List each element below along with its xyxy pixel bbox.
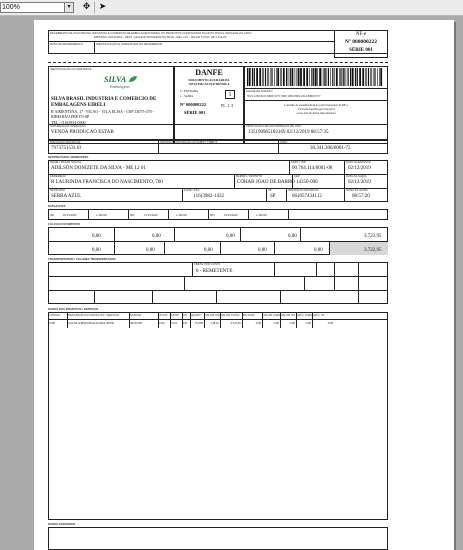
danfe-number: Nº 000000222 bbox=[180, 102, 207, 107]
barcode-bar bbox=[380, 68, 382, 86]
produtos-cell: 0,00 bbox=[289, 321, 295, 325]
dup-num-1: 001 bbox=[50, 213, 55, 217]
bc-icms: 0,00 bbox=[92, 234, 101, 239]
produtos-header: UN bbox=[183, 313, 188, 317]
barcode-bar bbox=[317, 68, 318, 86]
ie-value: 797375153110 bbox=[51, 146, 81, 151]
barcode-bar bbox=[336, 68, 338, 86]
danfe-page: RECEBEMOS DE SILVA BRASIL INDUSTRIA E COMERCIO DE EMBALAGENS EIRELI OS PRODUTOS CONSTANTES DA NOTA FISCAL INDICADA AO LADO EMISSÃO: 02/12/2019 - DEST.: ADILSON DONIZETE DA SILVA - ME LJ 01 - VALOR TOTAL: R$ 3.722,95 DATA DE RECEBIMENTO IDENTIFICAÇÃO E ASSINATURA DO RECEBEDOR NF-e Nº 000000222 SÉRIE 001 IDENTIFICAÇÃO DO EMITENTE SILVA Embalagens SILVA BRASIL INDUSTRIA E COMERCIO DE EMBALAGENS EIRELI R AIMENTINA, 17 -VICAO - VILA ELISA - CEP 14075-470 - RIBEIRÃO PRETO-SP TEL.: (16)3934-0300 DANFE DOCUMENTO AUXILIAR DA NOTA FISCAL ELETRÔNICA 0 - ENTRADA 1 - SAÍDA 1 Nº 000000222 FL. 1 /1 SÉRIE 001 CHAVE DE ACESSO 3519 1230 9415 0600 0175 5000 1000 0002 2214 8060 0717 Consulta de autenticidade no portal nacional da NF-e www.nfe.fazenda.gov.br/portal ou no site da Sefaz Autorizadora NATUREZA DA OPERAÇÃO VENDA PRODUCAO ESTAB PROTOCOLO DE AUTORIZAÇÃO DE USO 135190965182169 02/12/2019 08:57:35 INSCRIÇÃO ESTADUAL 797375153110 INSCRIÇÃO ESTADUAL DO SUBST. TRIBUT. CNPJ 30.341.306/0001-72 DESTINATÁRIO / REMETENTE NOME / RAZÃO SOCIAL ADILSON DONIZETE DA SILVA - ME LJ 01 CNPJ / CPF 00.764.114/0001-08 DATA DA EMISSÃO 02/12/2019 ENDEREÇO R LAURINDA FRANCISCA DO NASCIMENTO, 700 BAIRRO / DISTRITO COHAB JOAO DE BARRO CEP 14350-000 DATA DA SAÍDA 02/12/2019 MUNICÍPIO SERRA AZUL FONE / FAX (16)3982-1432 UF SP INSCRIÇÃO ESTADUAL 661057434112 HORA DA SAÍDA 08:57:20 DUPLICATAS 001 05/01/2020 1.240,98 002 15/01/2020 1.240,98 003 25/01/2020 1.240,99 CÁLCULO DO IMPOSTO 0,00 0,00 0,00 0,00 3.722,95 0,00 0,00 0,00 0,00 0,00 3.722,95 TRANSPORTADOR / VOLUMES TRANSPORTADOS FRETE POR CONTA 0 - REMETENTE DADOS DOS PRODUTOS / SERVIÇOS CÓDIGO DESCRIÇÃO DO PRODUTO / SERVIÇO NCM/SH O/CST CFOP UN QUANT VALOR UNIT VALOR TOTAL BC ICMS VALOR ICMS VALOR IPI ALÍQ. ICMS ALÍQ. IPI 1206 SACOLA PERSONALIZADA 40X50 39232190 0101 5101 UN 25,000 148,92 3.722,95 0,00 0,00 0,00 0,00 0,00 DADOS ADICIONAIS bbox=[34, 20, 454, 550]
barcode-bar bbox=[256, 68, 258, 86]
total-produtos: 3.722,95 bbox=[364, 234, 382, 239]
produtos-header: CÓDIGO bbox=[49, 313, 61, 317]
danfe-entrada: 0 - ENTRADA bbox=[180, 89, 199, 93]
barcode-bar bbox=[249, 68, 251, 86]
produtos-cell: 39232190 bbox=[130, 321, 142, 325]
dup-venc-1: 05/01/2020 bbox=[63, 213, 77, 217]
barcode-bar bbox=[309, 68, 310, 86]
barcode-bar bbox=[311, 68, 312, 86]
chevron-down-icon[interactable]: ▾ bbox=[64, 3, 73, 12]
produtos-header: CFOP bbox=[171, 313, 179, 317]
canhoto-issuer-line: EMISSÃO: 02/12/2019 - DEST.: ADILSON DONIZETE DA SILVA - ME LJ 01 - VALOR TOTAL: R$ 3.722,95 bbox=[94, 35, 227, 39]
protocolo-value: 135190965182169 02/12/2019 08:57:35 bbox=[248, 130, 329, 135]
company-logo: SILVA Embalagens bbox=[104, 76, 138, 94]
toolbar-divider bbox=[94, 2, 95, 13]
leaf-icon bbox=[128, 75, 138, 83]
produtos-header: O/CST bbox=[159, 313, 168, 317]
canhoto-cut-line bbox=[48, 62, 388, 63]
valor-icms-st: 0,00 bbox=[288, 234, 297, 239]
produtos-cell: 0101 bbox=[159, 321, 165, 325]
barcode-bar bbox=[375, 68, 376, 86]
barcode-bar bbox=[365, 68, 366, 86]
imposto-section: CÁLCULO DO IMPOSTO bbox=[48, 222, 81, 226]
valor-seguro: 0,00 bbox=[146, 248, 155, 253]
produtos-header: VALOR TOTAL bbox=[221, 313, 240, 317]
produtos-header: QUANT bbox=[191, 313, 201, 317]
barcode-bar bbox=[265, 68, 266, 86]
produtos-cell: 0,00 bbox=[273, 321, 279, 325]
barcode-bar bbox=[325, 68, 326, 86]
barcode-bar bbox=[315, 68, 317, 86]
barcode-bar bbox=[274, 68, 275, 86]
barcode-bar bbox=[262, 68, 263, 86]
transportador-section: TRANSPORTADOR / VOLUMES TRANSPORTADOS bbox=[48, 257, 116, 261]
barcode-bar bbox=[344, 68, 345, 86]
adicionais-box bbox=[48, 527, 388, 550]
dest-saida: 02/12/2019 bbox=[348, 180, 371, 185]
dup-num-3: 003 bbox=[210, 213, 215, 217]
barcode-bar bbox=[306, 68, 308, 86]
dest-bairro: COHAB JOAO DE BARRO bbox=[237, 180, 295, 185]
emitente-city: RIBEIRÃO PRETO-SP bbox=[51, 114, 90, 119]
outras-despesas: 0,00 bbox=[258, 248, 267, 253]
produtos-box bbox=[48, 312, 388, 520]
produtos-cell: 0,00 bbox=[255, 321, 261, 325]
danfe-serie: SÉRIE 001 bbox=[184, 110, 206, 115]
canhoto-sign-label: IDENTIFICAÇÃO E ASSINATURA DO RECEBEDOR bbox=[96, 42, 162, 46]
dest-uf: SP bbox=[270, 194, 276, 199]
produtos-header: ALÍQ. IPI bbox=[313, 313, 325, 317]
barcode-bar bbox=[348, 68, 349, 86]
emitente-name: SILVA BRASIL INDUSTRIA E COMERCIO DE EMBALAGENS EIRELI bbox=[51, 97, 157, 108]
valor-icms: 0,00 bbox=[152, 234, 161, 239]
duplicatas-section: DUPLICATAS bbox=[48, 204, 66, 208]
barcode-bar bbox=[341, 68, 342, 86]
barcode-bar bbox=[271, 68, 272, 86]
dest-endereco: R LAURINDA FRANCISCA DO NASCIMENTO, 700 bbox=[51, 180, 163, 185]
barcode-bar bbox=[303, 68, 305, 86]
dest-fone: (16)3982-1432 bbox=[194, 194, 224, 199]
bc-icms-st: 0,00 bbox=[226, 234, 235, 239]
barcode-bar bbox=[355, 68, 356, 86]
produtos-cell: UN bbox=[183, 321, 188, 325]
produtos-header: ALÍQ. ICMS bbox=[297, 313, 312, 317]
chave-consulta2: www.nfe.fazenda.gov.br/portal bbox=[297, 107, 335, 111]
dup-valor-2: 1.240,98 bbox=[176, 213, 187, 217]
destinatario-section: DESTINATÁRIO / REMETENTE bbox=[48, 155, 89, 159]
dup-venc-2: 15/01/2020 bbox=[144, 213, 158, 217]
emitente-address: R AIMENTINA, 17 -VICAO - VILA ELISA - CEP 14075-470 - bbox=[51, 109, 154, 114]
valor-desconto: 0,00 bbox=[204, 248, 213, 253]
canhoto-number: Nº 000000222 bbox=[345, 39, 377, 45]
produtos-header: NCM/SH bbox=[130, 313, 142, 317]
barcode-bar bbox=[252, 68, 253, 86]
emitente-phone: TEL.: (16)3934-0300 bbox=[51, 120, 86, 125]
dest-ie: 661057434112 bbox=[292, 194, 322, 199]
barcode-bar bbox=[370, 68, 371, 86]
canhoto-data-label: DATA DE RECEBIMENTO bbox=[50, 42, 83, 46]
dest-emissao: 02/12/2019 bbox=[348, 166, 371, 171]
barcode-bar bbox=[283, 68, 285, 86]
barcode-bar bbox=[272, 68, 273, 86]
produtos-cell: 25,000 bbox=[194, 321, 203, 325]
canhoto-text: RECEBEMOS DE SILVA BRASIL INDUSTRIA E COMERCIO DE EMBALAGENS EIRELI OS PRODUTOS CONSTANTES DA NOTA FISCAL INDICADA AO LADO bbox=[50, 31, 252, 35]
produtos-cell: 0,00 bbox=[327, 321, 333, 325]
barcode-bar bbox=[340, 68, 341, 86]
adicionais-section: DADOS ADICIONAIS bbox=[48, 522, 76, 526]
valor-ipi: 0,00 bbox=[314, 248, 323, 253]
barcode-bar bbox=[352, 68, 354, 86]
natureza-value: VENDA PRODUCAO ESTAB bbox=[51, 130, 114, 135]
danfe-title: DANFE bbox=[195, 68, 223, 77]
barcode-bar bbox=[267, 68, 268, 86]
produtos-header: VALOR ICMS bbox=[263, 313, 281, 317]
barcode-bar bbox=[377, 68, 378, 86]
dup-valor-1: 1.240,98 bbox=[96, 213, 107, 217]
zoom-select[interactable] bbox=[0, 2, 74, 13]
barcode-bar bbox=[297, 68, 298, 86]
danfe-subtitle2: NOTA FISCAL ELETRÔNICA bbox=[188, 82, 230, 86]
barcode-bar bbox=[276, 68, 277, 86]
barcode-bar bbox=[319, 68, 321, 86]
barcode-bar bbox=[350, 68, 351, 86]
frete-por-conta: 0 - REMETENTE bbox=[196, 269, 233, 274]
barcode-bar bbox=[322, 68, 323, 86]
produtos-header: VALOR UNIT bbox=[205, 313, 222, 317]
produtos-header: BC ICMS bbox=[243, 313, 255, 317]
move-icon[interactable]: ✥ bbox=[82, 2, 91, 12]
barcode-bar bbox=[330, 68, 331, 86]
barcode-bar bbox=[295, 68, 296, 86]
cnpj-value: 30.341.306/0001-72 bbox=[310, 146, 351, 151]
dest-cnpj: 00.764.114/0001-08 bbox=[292, 166, 333, 171]
dest-name: ADILSON DONIZETE DA SILVA - ME LJ 01 bbox=[51, 166, 146, 171]
barcode-bar bbox=[379, 68, 380, 86]
barcode-bar bbox=[373, 68, 374, 86]
barcode-bar bbox=[254, 68, 255, 86]
barcode bbox=[247, 68, 385, 86]
barcode-bar bbox=[247, 68, 248, 86]
barcode-bar bbox=[357, 68, 358, 86]
barcode-bar bbox=[313, 68, 314, 86]
barcode-bar bbox=[280, 68, 281, 86]
barcode-bar bbox=[259, 68, 261, 86]
total-nota: 3.722,95 bbox=[364, 248, 382, 253]
zoom-value: 100% bbox=[2, 4, 20, 11]
produtos-section: DADOS DOS PRODUTOS / SERVIÇOS bbox=[48, 307, 99, 311]
pointer-icon[interactable]: ➤ bbox=[98, 2, 107, 12]
barcode-bar bbox=[343, 68, 344, 86]
barcode-bar bbox=[332, 68, 333, 86]
viewer-toolbar bbox=[0, 0, 463, 16]
barcode-bar bbox=[359, 68, 361, 86]
barcode-bar bbox=[339, 68, 340, 86]
produtos-cell: 3.722,95 bbox=[230, 321, 241, 325]
canhoto-serie: SÉRIE 001 bbox=[349, 48, 373, 53]
danfe-tipo: 1 bbox=[225, 90, 235, 99]
barcode-bar bbox=[288, 68, 289, 86]
produtos-header: VALOR IPI bbox=[281, 313, 295, 317]
barcode-bar bbox=[290, 68, 291, 86]
produtos-cell: 148,92 bbox=[210, 321, 219, 325]
barcode-bar bbox=[324, 68, 325, 86]
barcode-bar bbox=[286, 68, 287, 86]
dest-municipio: SERRA AZUL bbox=[51, 194, 82, 199]
produtos-cell: 1206 bbox=[49, 321, 55, 325]
dup-venc-3: 25/01/2020 bbox=[224, 213, 238, 217]
dup-num-2: 002 bbox=[130, 213, 135, 217]
emitente-label: IDENTIFICAÇÃO DO EMITENTE bbox=[50, 67, 92, 71]
barcode-bar bbox=[334, 68, 335, 86]
danfe-folha: FL. 1 /1 bbox=[221, 103, 234, 108]
dest-cep: 14350-000 bbox=[296, 180, 318, 185]
barcode-bar bbox=[328, 68, 329, 86]
barcode-bar bbox=[300, 68, 302, 86]
produtos-cell: SACOLA PERSONALIZADA 40X50 bbox=[68, 321, 115, 325]
chave-consulta1: Consulta de autenticidade no portal nacional da NF-e bbox=[284, 103, 348, 107]
barcode-bar bbox=[277, 68, 279, 86]
produtos-cell: 5101 bbox=[171, 321, 177, 325]
valor-frete: 0,00 bbox=[92, 248, 101, 253]
canhoto-nfe: NF-e bbox=[355, 32, 367, 37]
dup-valor-3: 1.240,99 bbox=[256, 213, 267, 217]
chave-label: CHAVE DE ACESSO bbox=[246, 89, 273, 93]
barcode-bar bbox=[368, 68, 369, 86]
barcode-bar bbox=[292, 68, 294, 86]
danfe-subtitle1: DOCUMENTO AUXILIAR DA bbox=[188, 78, 230, 82]
produtos-cell: 0,00 bbox=[305, 321, 311, 325]
danfe-saida: 1 - SAÍDA bbox=[180, 94, 194, 98]
produtos-header: DESCRIÇÃO DO PRODUTO / SERVIÇO bbox=[68, 313, 120, 317]
barcode-bar bbox=[374, 68, 375, 86]
barcode-bar bbox=[362, 68, 364, 86]
dest-hora: 08:57:20 bbox=[352, 194, 370, 199]
barcode-bar bbox=[298, 68, 300, 86]
barcode-bar bbox=[270, 68, 271, 86]
chave-value: 3519 1230 9415 0600 0175 5000 1000 0002 2214 8060 0717 bbox=[247, 94, 321, 98]
barcode-bar bbox=[346, 68, 347, 86]
chave-consulta3: ou no site da Sefaz Autorizadora bbox=[296, 111, 336, 115]
